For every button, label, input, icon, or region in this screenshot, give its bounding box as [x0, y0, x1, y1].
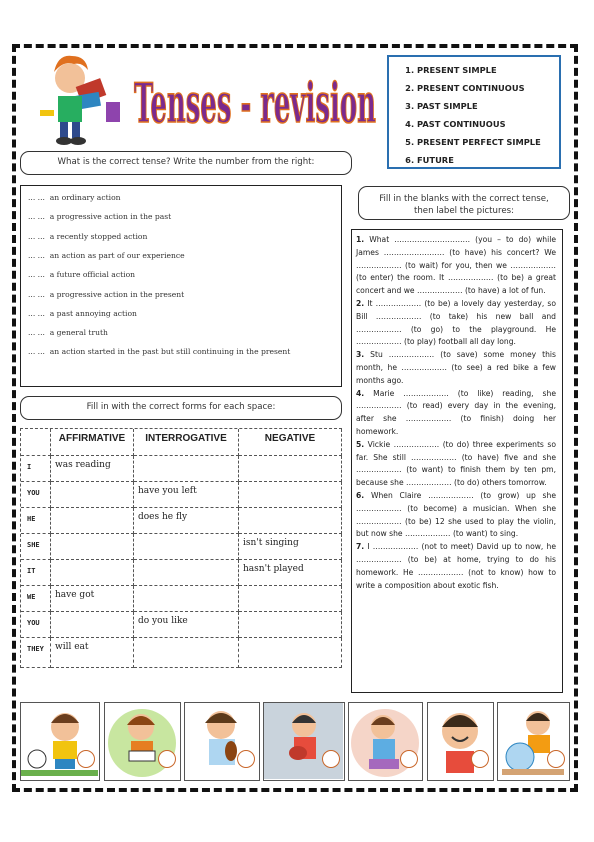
match-item	[28, 270, 135, 279]
paragraph-text: I ……………… (not to meet) David up to now, he ……………… (to be) at home, trying to do his homework. He ……………… (not to know) how to write a composition about exotic fish.	[356, 542, 556, 590]
answer-blank[interactable]: ... ...	[28, 328, 45, 337]
task3-instruction-line1: Fill in the blanks with the correct tense,	[379, 194, 549, 204]
answer-circle[interactable]	[158, 750, 176, 768]
task3-text	[356, 234, 556, 592]
cell-interrogative[interactable]: does he fly	[134, 508, 239, 534]
task2-instruction: Fill in with the correct forms for each space:	[20, 396, 342, 420]
cell-affirmative[interactable]: was reading	[51, 456, 134, 482]
cell-interrogative[interactable]	[134, 456, 239, 482]
paragraph-number: 5.	[356, 439, 365, 449]
cell-interrogative[interactable]: do you like	[134, 612, 239, 638]
cell-negative[interactable]	[239, 638, 342, 668]
cell-interrogative[interactable]	[134, 586, 239, 612]
paragraph-text: Vickie ……………… (to do) three experiments so far. She still ……………… (to have) five and she ……………… (to want) to finish them by ten pm, because she ……………… (to do) others tomorrow.	[356, 439, 556, 488]
tense-item: 2. PRESENT CONTINUOUS	[417, 79, 553, 97]
cell-interrogative[interactable]	[134, 560, 239, 586]
answer-blank[interactable]: ... ...	[28, 309, 45, 318]
exercise-paragraph	[356, 541, 556, 592]
page-title: Tenses - revision	[134, 71, 376, 135]
paragraph-text: Stu ……………… (to save) some money this month, he ……………… (to see) a red bike a few months ago.	[356, 350, 556, 385]
cell-negative[interactable]: isn't singing	[239, 534, 342, 560]
match-item	[28, 290, 184, 299]
paragraph-text: What ………………………… (you – to do) while James …………………… (to have) his concert? We ……………… (to wait) for you, then we ……………… (to enter) the room. It ……………… (to be) a great concert and we ……………… (to have) a lot of fun.	[356, 235, 556, 296]
tense-item: 4. PAST CONTINUOUS	[417, 115, 553, 133]
match-item-text: an ordinary action	[49, 193, 121, 202]
cell-affirmative[interactable]	[51, 612, 134, 638]
match-item	[28, 328, 108, 337]
cell-affirmative[interactable]: will eat	[51, 638, 134, 668]
paragraph-text: When Claire ……………… (to grow) up she ……………… (to become) a musician. When she ……………… (to be) 12 she used to play the violin, but now she ……………… (to want) to sing.	[356, 490, 556, 539]
exercise-paragraph	[356, 388, 556, 439]
cell-interrogative[interactable]	[134, 638, 239, 668]
paragraph-number: 2.	[356, 298, 365, 308]
cell-interrogative[interactable]: have you left	[134, 482, 239, 508]
row-pronoun: HE	[21, 508, 51, 534]
match-item-text: a recently stopped action	[49, 232, 148, 241]
boy-with-books-image	[34, 52, 130, 148]
match-item	[28, 251, 185, 260]
tense-item: 5. PRESENT PERFECT SIMPLE	[417, 133, 553, 151]
picture-boy-fishbowl	[497, 702, 570, 781]
task3-instruction-line2: then label the pictures:	[413, 206, 515, 216]
paragraph-number: 6.	[356, 490, 365, 500]
cell-negative[interactable]	[239, 456, 342, 482]
match-item-text: a progressive action in the past	[49, 212, 172, 221]
match-item-text: a general truth	[49, 328, 108, 337]
answer-circle[interactable]	[547, 750, 565, 768]
answer-circle[interactable]	[77, 750, 95, 768]
match-item	[28, 347, 290, 356]
exercise-paragraph	[356, 234, 556, 298]
row-pronoun: THEY	[21, 638, 51, 668]
paragraph-text: Marie ……………… (to like) reading, she ……………… (to read) every day in the evening, after she ……………… (to finish) doing her homework.	[356, 388, 556, 436]
tense-list	[387, 55, 561, 169]
match-item	[28, 232, 147, 241]
exercise-paragraph	[356, 298, 556, 349]
task1-instruction: What is the correct tense? Write the number from the right:	[20, 151, 352, 175]
match-item-text: a future official action	[49, 270, 136, 279]
answer-circle[interactable]	[322, 750, 340, 768]
paragraph-number: 1.	[356, 235, 365, 244]
answer-blank[interactable]: ... ...	[28, 270, 45, 279]
answer-circle[interactable]	[400, 750, 418, 768]
picture-girl-reading	[104, 702, 181, 781]
match-item-text: an action as part of our experience	[49, 251, 185, 260]
answer-blank[interactable]: ... ...	[28, 290, 45, 299]
row-pronoun: IT	[21, 560, 51, 586]
row-pronoun: SHE	[21, 534, 51, 560]
cell-negative[interactable]	[239, 508, 342, 534]
cell-negative[interactable]	[239, 482, 342, 508]
exercise-paragraph	[356, 490, 556, 541]
row-pronoun: YOU	[21, 482, 51, 508]
picture-boy-football	[20, 702, 100, 781]
header-negative: NEGATIVE	[239, 429, 342, 456]
answer-circle[interactable]	[237, 750, 255, 768]
header-interrogative: INTERROGATIVE	[134, 429, 239, 456]
picture-boy-smiling	[427, 702, 494, 781]
cell-negative[interactable]	[239, 586, 342, 612]
header-affirmative: AFFIRMATIVE	[51, 429, 134, 456]
cell-negative[interactable]: hasn't played	[239, 560, 342, 586]
match-item-text: an action started in the past but still continuing in the present	[49, 347, 291, 356]
answer-circle[interactable]	[471, 750, 489, 768]
exercise-paragraph	[356, 439, 556, 490]
paragraph-number: 4.	[356, 388, 365, 398]
cell-affirmative[interactable]	[51, 508, 134, 534]
cell-affirmative[interactable]	[51, 560, 134, 586]
task3-instruction	[358, 186, 570, 220]
match-item	[28, 309, 137, 318]
paragraph-number: 3.	[356, 350, 365, 360]
picture-girl-violin	[184, 702, 260, 781]
cell-affirmative[interactable]	[51, 534, 134, 560]
answer-blank[interactable]: ... ...	[28, 251, 45, 260]
match-item	[28, 193, 121, 202]
title-banner	[130, 54, 380, 144]
paragraph-number: 7.	[356, 542, 365, 552]
answer-blank[interactable]: ... ...	[28, 212, 45, 221]
answer-blank[interactable]: ... ...	[28, 232, 45, 241]
tense-item: 3. PAST SIMPLE	[417, 97, 553, 115]
tense-item: 1. PRESENT SIMPLE	[417, 61, 553, 79]
paragraph-text: It ……………… (to be) a lovely day yesterday, so Bill ……………… (to take) his new ball and ……………… (to go) to the playground. He ……………… (to play) football all day long.	[356, 298, 556, 347]
answer-blank[interactable]: ... ...	[28, 193, 45, 202]
match-item-text: a past annoying action	[49, 309, 137, 318]
row-pronoun: WE	[21, 586, 51, 612]
cell-affirmative[interactable]	[51, 482, 134, 508]
match-item	[28, 212, 171, 221]
cell-negative[interactable]	[239, 612, 342, 638]
picture-girl-guitar	[263, 702, 345, 781]
table-corner	[21, 429, 51, 456]
cell-affirmative[interactable]: have got	[51, 586, 134, 612]
match-item-text: a progressive action in the present	[49, 290, 185, 299]
cell-interrogative[interactable]	[134, 534, 239, 560]
picture-girl-sewing	[348, 702, 423, 781]
answer-blank[interactable]: ... ...	[28, 347, 45, 356]
row-pronoun: YOU	[21, 612, 51, 638]
exercise-paragraph	[356, 349, 556, 387]
tense-item: 6. FUTURE	[417, 151, 553, 169]
row-pronoun: I	[21, 456, 51, 482]
forms-table	[20, 428, 342, 668]
